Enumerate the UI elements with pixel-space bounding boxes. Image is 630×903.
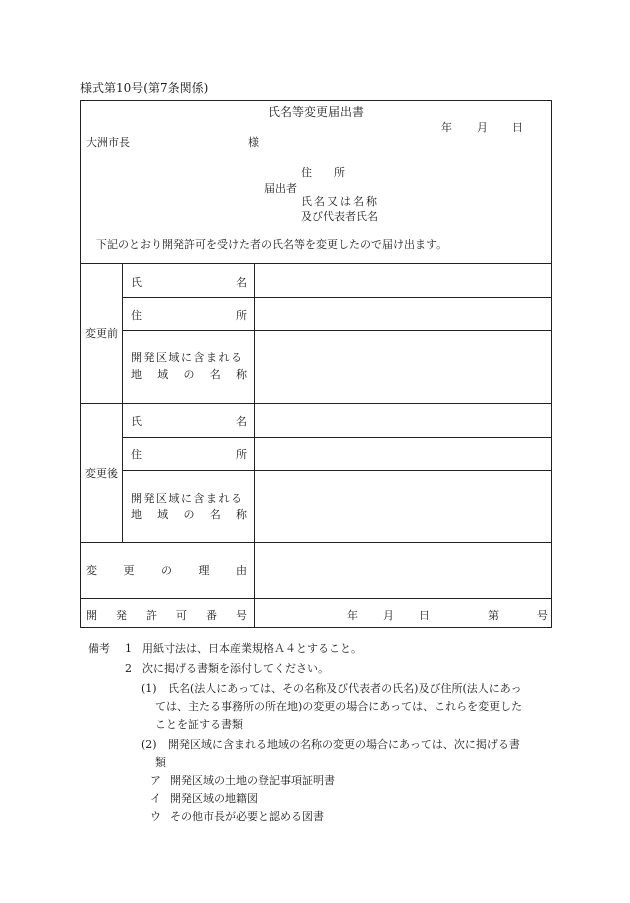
divider-after-2 <box>122 470 552 471</box>
section-label-before: 変更前 <box>85 327 118 340</box>
section-label-after: 変更後 <box>85 467 118 480</box>
permit-label: 開 発 許 可 番 号 <box>86 609 247 622</box>
applicant-notifier-label: 届出者 <box>264 182 297 195</box>
sub-item-1-line3: ことを証する書類 <box>155 718 243 731</box>
doc-b-text: 開発区域の地籍図 <box>170 792 258 805</box>
sub-item-2-line2: 類 <box>155 756 166 769</box>
after-area-label-line2: 地 域 の 名 称 <box>131 508 247 521</box>
permit-dai: 第 <box>488 609 499 622</box>
after-area-label-line1: 開発区域に含まれる <box>131 492 244 505</box>
statement: 下記のとおり開発許可を受けた者の氏名等を変更したので届け出ます。 <box>96 238 448 251</box>
date-month: 月 <box>477 121 488 134</box>
honorific: 様 <box>248 136 259 149</box>
form-title: 氏名等変更届出書 <box>268 105 365 119</box>
divider-before-2 <box>122 330 552 331</box>
permit-month: 月 <box>383 609 394 622</box>
col-divider-section <box>122 263 123 542</box>
doc-a-text: 開発区域の土地の登記事項証明書 <box>170 774 335 787</box>
applicant-address-label: 住 所 <box>301 166 345 179</box>
date-day: 日 <box>512 121 523 134</box>
before-area-label-line1: 開発区域に含まれる <box>131 351 244 364</box>
after-name-label: 氏 名 <box>131 415 247 428</box>
divider-before-1 <box>122 297 552 298</box>
divider-after-1 <box>122 437 552 438</box>
note-2-text: 次に掲げる書類を添付してください。 <box>142 662 329 675</box>
before-address-label: 住 所 <box>131 309 247 322</box>
before-name-label: 氏 名 <box>131 276 247 289</box>
sub-item-2-line1: 開発区域に含まれる地域の名称の変更の場合にあっては、次に掲げる書 <box>168 738 520 751</box>
note-1-number: 1 <box>125 642 132 655</box>
date-year: 年 <box>441 121 452 134</box>
doc-c-kana: ウ <box>150 810 161 823</box>
note-2-number: 2 <box>125 662 132 675</box>
divider-reason <box>80 542 552 543</box>
col-divider-field <box>254 263 255 628</box>
divider-header <box>80 263 552 264</box>
divider-section <box>80 403 552 404</box>
permit-year: 年 <box>347 609 358 622</box>
permit-gou: 号 <box>537 609 548 622</box>
applicant-representative-label: 及び代表者氏名 <box>301 210 378 223</box>
sub-item-1-number: (1) <box>141 682 157 695</box>
sub-item-1-line2: ては、主たる事務所の所在地)の変更の場合にあっては、これらを変更した <box>155 700 523 713</box>
reason-label: 変 更 の 理 由 <box>86 564 247 577</box>
form-table <box>80 100 552 628</box>
permit-day: 日 <box>419 609 430 622</box>
applicant-name-label: 氏名又は名称 <box>301 195 379 208</box>
divider-permit <box>80 598 552 599</box>
before-area-label-line2: 地 域 の 名 称 <box>131 368 247 381</box>
doc-a-kana: ア <box>150 774 161 787</box>
form-number: 様式第10号(第7条関係) <box>80 81 209 95</box>
sub-item-2-number: (2) <box>141 738 157 751</box>
addressee: 大洲市長 <box>86 136 130 149</box>
note-1-text: 用紙寸法は、日本産業規格Ａ４とすること。 <box>142 642 362 655</box>
doc-b-kana: イ <box>150 792 161 805</box>
after-address-label: 住 所 <box>131 448 247 461</box>
doc-c-text: その他市長が必要と認める図書 <box>170 810 324 823</box>
sub-item-1-line1: 氏名(法人にあっては、その名称及び代表者の氏名)及び住所(法人にあっ <box>168 682 522 695</box>
notes-heading: 備考 <box>88 642 110 655</box>
